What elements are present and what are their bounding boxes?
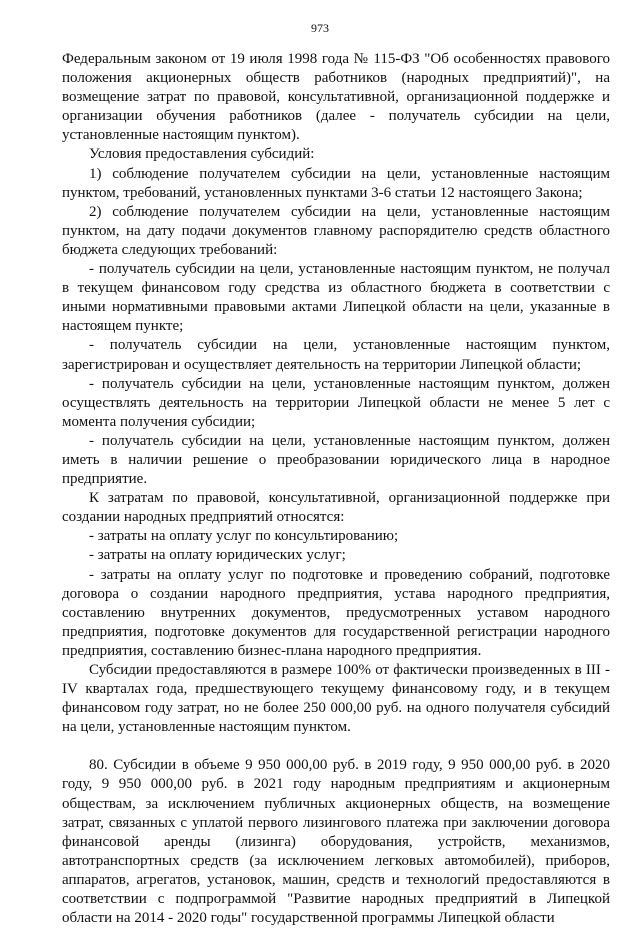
page-number: 973 [311, 21, 329, 35]
paragraph-cost-2: - затраты на оплату юридических услуг; [89, 547, 346, 564]
paragraph-conditions-heading: Условия предоставления субсидий: [89, 146, 315, 163]
paragraph-requirement-1: - получатель субсидии на цели, установленные настоящим пунктом, не получал в текущем финансовом году средства из областного бюджета в соответствии с иными нормативными правовыми актами Липецкой области на цели, указанные в настоящем пункте; [62, 261, 610, 335]
paragraph-cost-1: - затраты на оплату услуг по консультированию; [89, 528, 399, 545]
paragraph-costs-heading: К затратам по правовой, консультативной, организационной поддержке при создании народных предприятий относятся: [62, 490, 610, 526]
paragraph-item-80: 80. Субсидии в объеме 9 950 000,00 руб. в 2019 году, 9 950 000,00 руб. в 2020 году, 9 950 000,00 руб. в 2021 году народным предприятиям и акционерным обществам, за исключением публичных акционерных обществ, на возмещение затрат, связанных с уплатой первого лизингового платежа при заключении договора финансовой аренды (лизинга) оборудования, устройств, механизмов, автотранспортных средств (за исключением легковых автомобилей), приборов, аппаратов, агрегатов, установок, машин, средств и технологий предоставляются в соответствии с подпрограммой "Развитие народных предприятий в Липецкой области на 2014 - 2020 годы" государственной программы Липецкой области [62, 757, 610, 927]
paragraph-cost-3: - затраты на оплату услуг по подготовке и проведению собраний, подготовке договора о создании народного предприятия, устава народного предприятия, составлению внутренних документов, предусмотренных уставом народного предприятия, подготовке документов для государственной регистрации народного предприятия, составлению бизнес-плана народного предприятия. [62, 566, 610, 659]
paragraph-condition-2: 2) соблюдение получателем субсидии на цели, установленные настоящим пунктом, на дату подачи документов главному распорядителю средств областного бюджета следующих требований: [62, 203, 610, 258]
paragraph-intro-continuation: Федеральным законом от 19 июля 1998 года № 115-ФЗ "Об особенностях правового положения акционерных обществ работников (народных предприятий)", на возмещение затрат по правовой, консультативной, организационной поддержке и организации обучения работников (далее - получатель субсидии на цели, установленные настоящим пунктом). [62, 51, 610, 144]
paragraph-condition-1: 1) соблюдение получателем субсидии на цели, установленные настоящим пунктом, требований, установленных пунктами 3-6 статьи 12 настоящего Закона; [62, 165, 610, 201]
paragraph-requirement-4: - получатель субсидии на цели, установленные настоящим пунктом, должен иметь в наличии решение о преобразовании юридического лица в народное предприятие. [62, 432, 610, 488]
paragraph-requirement-3: - получатель субсидии на цели, установленные настоящим пунктом, должен осуществлять деятельность на территории Липецкой области не менее 5 лет с момента получения субсидии; [62, 375, 610, 430]
paragraph-subsidy-amount: Субсидии предоставляются в размере 100% от фактически произведенных в III - IV кварталах года, предшествующего текущему финансовому году, и в текущем финансовом году затрат, но не более 250 000,00 руб. на одного получателя субсидий на цели, установленные настоящим пунктом. [62, 662, 610, 736]
document-body [62, 50, 610, 928]
paragraph-requirement-2: - получатель субсидии на цели, установленные настоящим пунктом, зарегистрирован и осуществляет деятельность на территории Липецкой области; [62, 337, 610, 373]
